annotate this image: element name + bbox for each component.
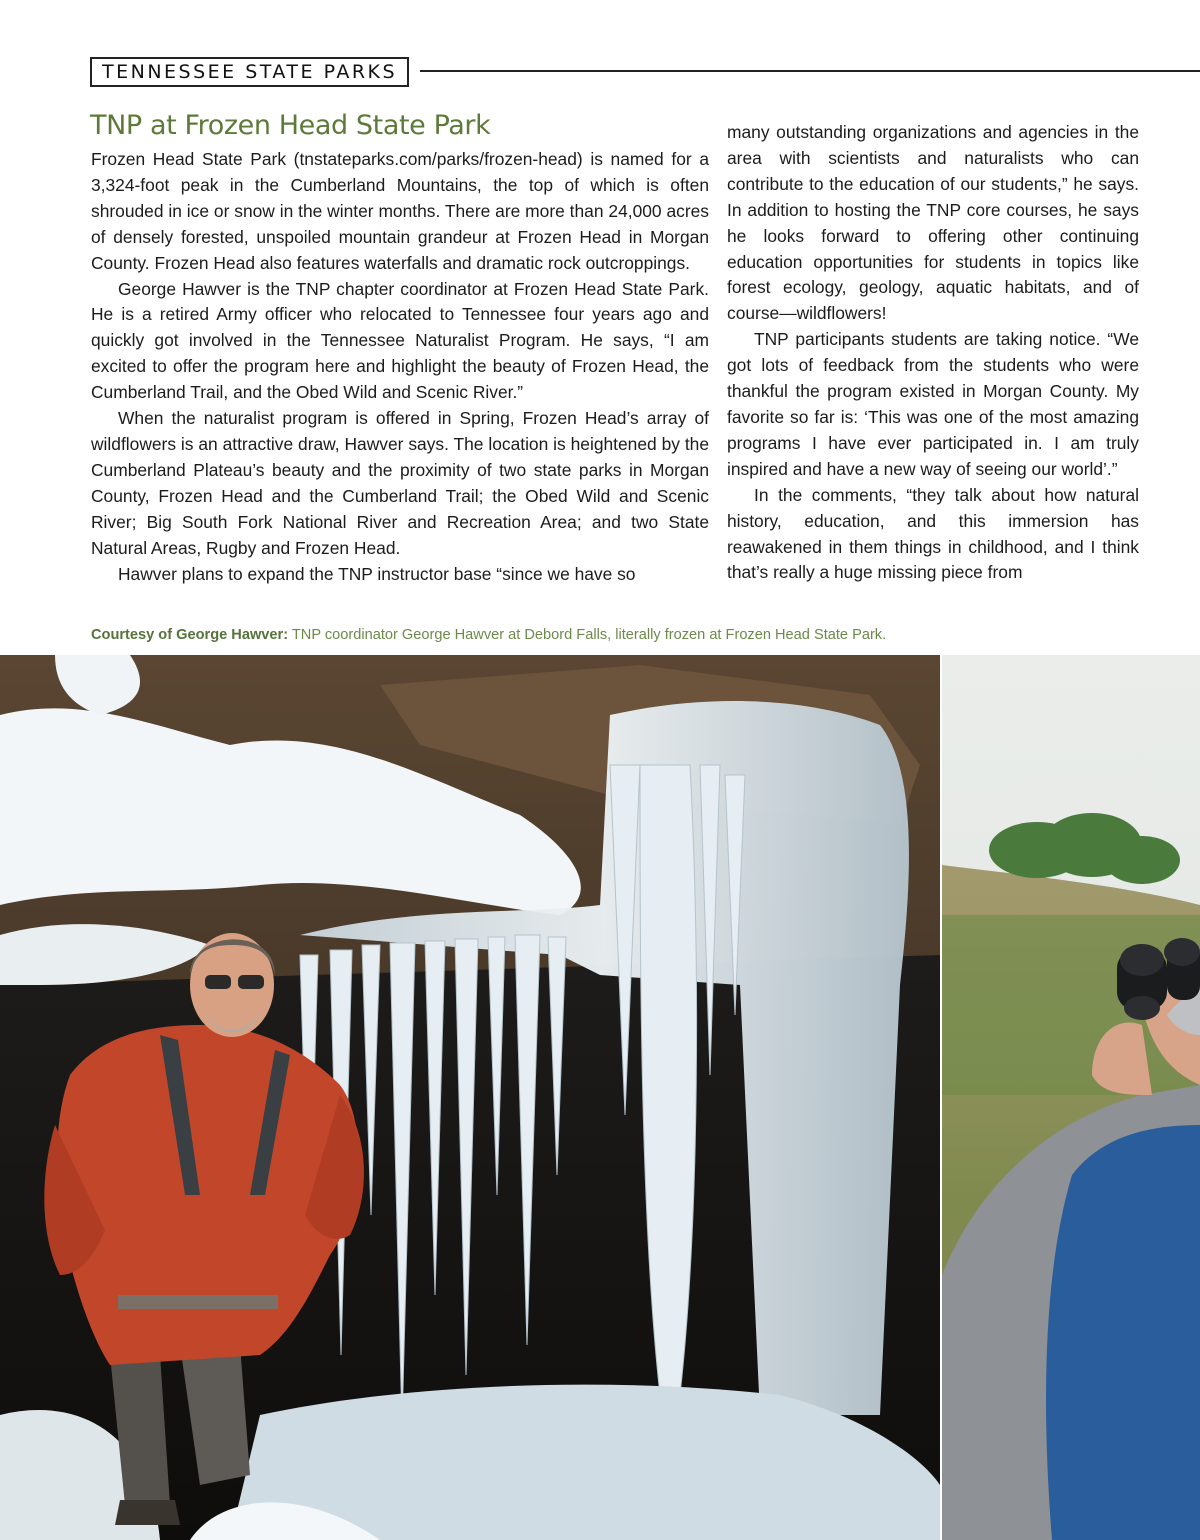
section-label: TENNESSEE STATE PARKS	[90, 57, 409, 87]
paragraph: When the naturalist program is offered in Spring, Frozen Head’s array of wildflowers is an attractive draw, Hawver says. The location is heightened by the Cumberland Plateau’s beauty and the proximity of two state parks in Morgan County, Frozen Head and the Cumberland Trail; the Obed Wild and Scenic River; Big South Fork National River and Recreation Area; and two State Natural Areas, Rugby and Frozen Head.	[91, 408, 709, 558]
article-column-right	[727, 120, 1139, 586]
caption-text: TNP coordinator George Hawver at Debord Falls, literally frozen at Frozen Head State Park.	[288, 627, 887, 643]
birder-photo	[942, 655, 1200, 1540]
photo-credit: Courtesy of George Hawver:	[91, 627, 289, 643]
frozen-falls-photo	[0, 655, 940, 1540]
paragraph: In the comments, “they talk about how natural history, education, and this immersion has reawakened in them things in childhood, and I think that’s really a huge missing piece from	[727, 484, 1139, 583]
paragraph: TNP participants students are taking notice. “We got lots of feedback from the students who were thankful the program existed in Morgan County. My favorite so far is: ‘This was one of the most amazing programs I have ever participated in. I am truly inspired and have a new way of seeing our world’.”	[727, 329, 1139, 479]
header-rule	[420, 70, 1200, 72]
paragraph: George Hawver is the TNP chapter coordinator at Frozen Head State Park. He is a retired Army officer who relocated to Tennessee four years ago and quickly got involved in the Tennessee Naturalist Program. He says, “I am excited to offer the program here and highlight the beauty of Frozen Head, the Cumberland Trail, and the Obed Wild and Scenic River.”	[91, 278, 709, 403]
paragraph: Hawver plans to expand the TNP instructor base “since we have so	[118, 563, 636, 584]
photo-caption	[91, 627, 1171, 643]
paragraph: many outstanding organizations and agencies in the area with scientists and naturalists who can contribute to the education of our students,” he says. In addition to hosting the TNP core courses, he says he looks forward to offering other continuing education opportunities for students in topics like forest ecology, geology, aquatic habitats, and of course—wildflowers!	[727, 122, 1139, 324]
article-title: TNP at Frozen Head State Park	[90, 110, 491, 141]
article-column-left	[91, 147, 709, 587]
paragraph: Frozen Head State Park (tnstateparks.com/parks/frozen-head) is named for a 3,324-foot peak in the Cumberland Mountains, the top of which is often shrouded in ice or snow in the winter months. There are more than 24,000 acres of densely forested, unspoiled mountain grandeur at Frozen Head in Morgan County. Frozen Head also features waterfalls and dramatic rock outcroppings.	[91, 149, 709, 273]
